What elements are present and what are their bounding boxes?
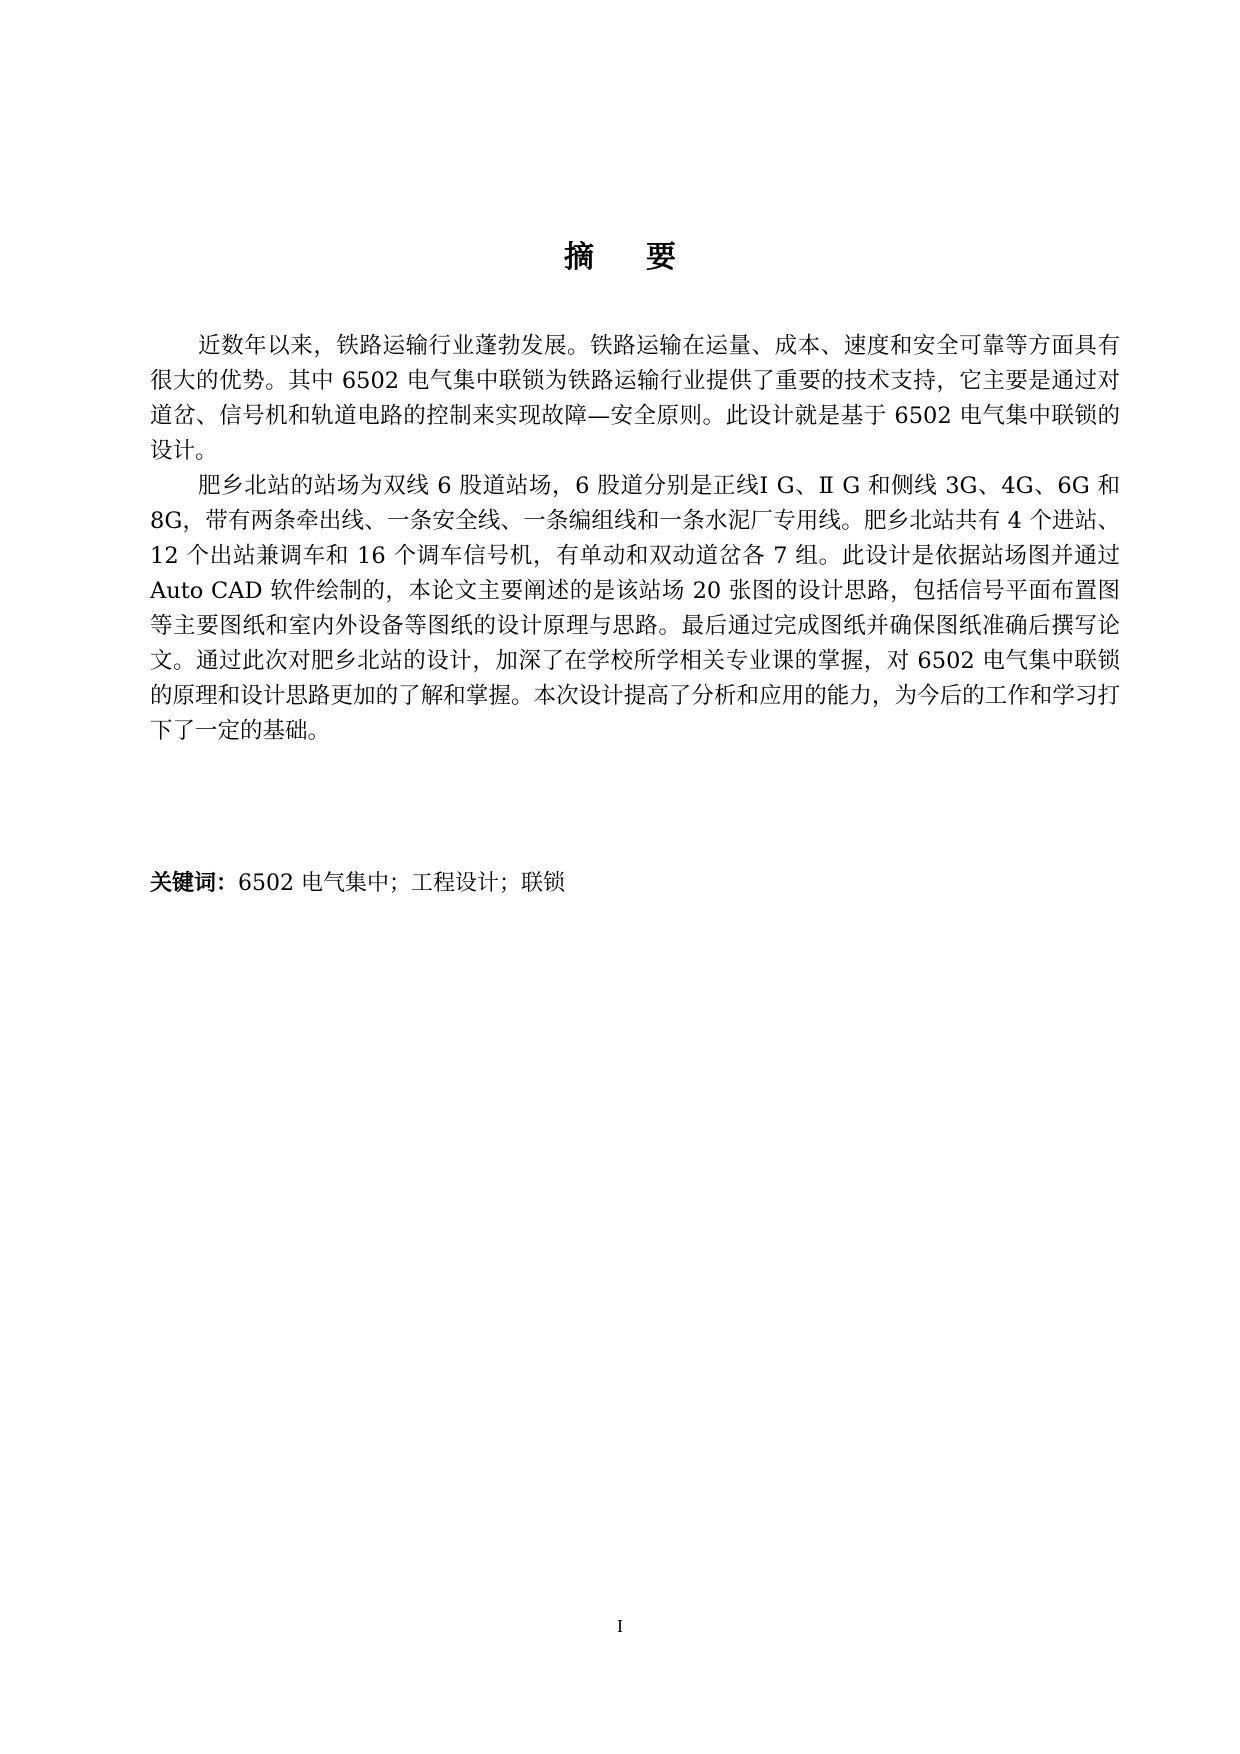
abstract-body <box>150 329 1120 749</box>
abstract-paragraph-2: 肥乡北站的站场为双线 6 股道站场，6 股道分别是正线Ⅰ G、Ⅱ G 和侧线 3G、4G、6G 和 8G，带有两条牵出线、一条安全线、一条编组线和一条水泥厂专用线。肥乡北站共有 4 个进站、12 个出站兼调车和 16 个调车信号机，有单动和双动道岔各 7 组。此设计是依据站场图并通过 Auto CAD 软件绘制的，本论文主要阐述的是该站场 20 张图的设计思路，包括信号平面布置图等主要图纸和室内外设备等图纸的设计原理与思路。最后通过完成图纸并确保图纸准确后撰写论文。通过此次对肥乡北站的设计，加深了在学校所学相关专业课的掌握，对 6502 电气集中联锁的原理和设计思路更加的了解和掌握。本次设计提高了分析和应用的能力，为今后的工作和学习打下了一定的基础。 <box>150 473 1120 744</box>
page-title: 摘要 <box>564 240 728 275</box>
abstract-paragraph-1: 近数年以来，铁路运输行业蓬勃发展。铁路运输在运量、成本、速度和安全可靠等方面具有很大的优势。其中 6502 电气集中联锁为铁路运输行业提供了重要的技术支持，它主要是通过对道岔、信号机和轨道电路的控制来实现故障—安全原则。此设计就是基于 6502 电气集中联锁的设计。 <box>150 333 1120 464</box>
keywords-value: 6502 电气集中；工程设计；联锁 <box>238 871 565 896</box>
keywords-line <box>150 869 565 899</box>
keywords-label: 关键词： <box>150 871 239 896</box>
page-number: I <box>617 1616 623 1636</box>
